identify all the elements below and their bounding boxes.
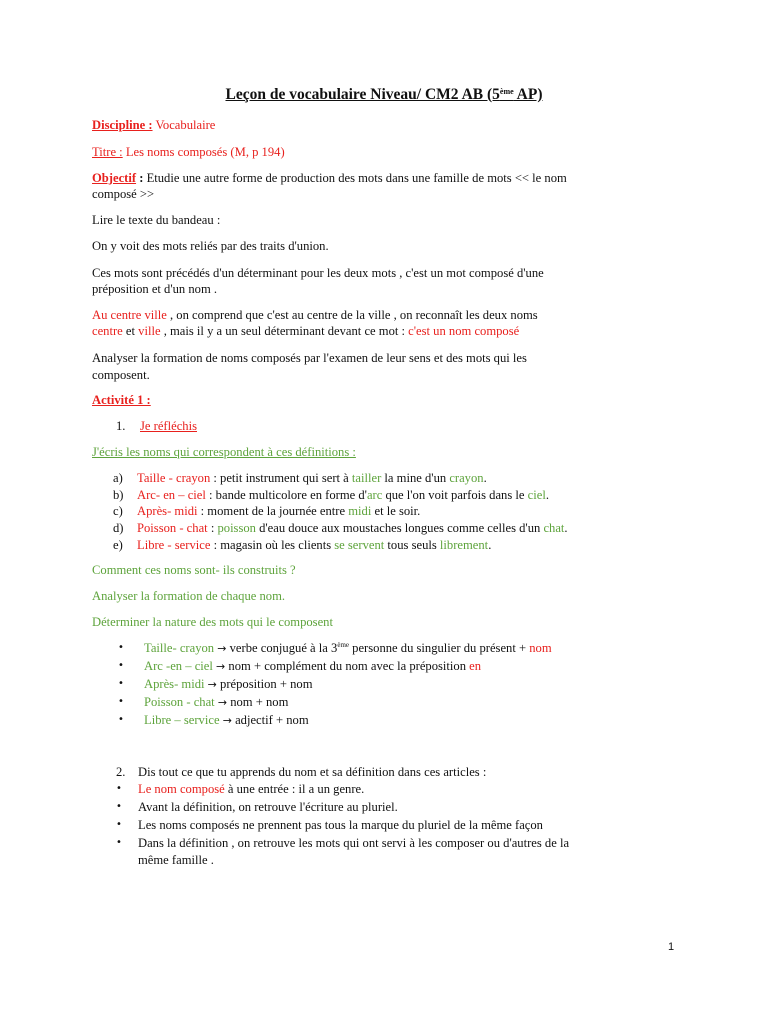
objectif-line-1: Objectif : Etudie une autre forme de production des mots dans une famille de mots << le nom (92, 171, 567, 185)
article-item: Avant la définition, on retrouve l'écriture au pluriel. (138, 800, 398, 814)
paragraph-on-y-voit: On y voit des mots reliés par des traits d'union. (92, 239, 329, 253)
ecris-instruction: J'écris les noms qui correspondent à ces définitions : (92, 445, 356, 459)
bullet-icon: • (116, 819, 122, 830)
article-item-continued: même famille . (138, 853, 214, 867)
titre-value: Les noms composés (M, p 194) (122, 145, 285, 159)
paragraph-analyser-2: composent. (92, 368, 150, 382)
definition-mark: e) (113, 538, 123, 552)
paragraph-analyser-1: Analyser la formation de noms composés par l'examen de leur sens et des mots qui les (92, 351, 527, 365)
paragraph-lire: Lire le texte du bandeau : (92, 213, 221, 227)
discipline-line (92, 117, 215, 133)
objectif-label: Objectif (92, 171, 137, 185)
step-1-label: Je réfléchis (140, 419, 197, 433)
bullet-icon: • (118, 678, 124, 689)
bullet-icon: • (118, 660, 124, 671)
arrow-icon: → (207, 678, 217, 691)
definition-item: Libre - service : magasin où les clients se servent tous seuls librement. (137, 538, 492, 552)
definition-mark: c) (113, 504, 123, 518)
analyser-formation: Analyser la formation de chaque nom. (92, 589, 286, 603)
nature-item: Après- midi → préposition + nom (144, 677, 313, 691)
determiner-nature: Déterminer la nature des mots qui le composent (92, 615, 333, 629)
titre-line (92, 144, 285, 160)
arrow-icon: → (217, 696, 228, 709)
definition-item: Taille - crayon : petit instrument qui sert à tailler la mine d'un crayon. (137, 471, 487, 485)
paragraph-centre-ville-1: Au centre ville , on comprend que c'est au centre de la ville , on reconnaît les deux noms (92, 308, 538, 322)
article-item: Les noms composés ne prennent pas tous la marque du pluriel de la même façon (138, 818, 543, 832)
definition-item: Après- midi : moment de la journée entre midi et le soir. (137, 504, 421, 518)
bullet-icon: • (116, 801, 122, 812)
comment-question: Comment ces noms sont- ils construits ? (92, 563, 296, 577)
step-1-number: 1. (116, 419, 126, 433)
nature-item: Taille- crayon → verbe conjugué à la 3ème personne du singulier du présent + nom (144, 641, 552, 655)
bullet-icon: • (118, 714, 124, 725)
arrow-icon: → (222, 714, 232, 727)
definition-mark: b) (113, 488, 124, 502)
article-item: Dans la définition , on retrouve les mots qui ont servi à les composer ou d'autres de la (138, 836, 570, 850)
objectif-line-2: composé >> (92, 187, 155, 201)
nature-item: Poisson - chat → nom + nom (144, 695, 289, 709)
step-2-number: 2. (116, 765, 126, 779)
nature-item: Libre – service → adjectif + nom (144, 713, 309, 727)
page-number: 1 (668, 941, 675, 953)
definition-mark: a) (113, 471, 123, 485)
arrow-icon: → (217, 642, 227, 655)
nature-item: Arc -en – ciel → nom + complément du nom avec la préposition en (144, 659, 482, 673)
step-2-text: Dis tout ce que tu apprends du nom et sa définition dans ces articles : (138, 765, 487, 779)
discipline-label: Discipline : (92, 118, 153, 132)
activite-heading: Activité 1 : (92, 393, 151, 407)
definition-item: Arc- en – ciel : bande multicolore en forme d'arc que l'on voit parfois dans le ciel. (137, 488, 549, 502)
bullet-icon: • (116, 783, 122, 794)
bullet-icon: • (118, 642, 124, 653)
bullet-icon: • (118, 696, 124, 707)
arrow-icon: → (216, 660, 226, 673)
titre-label: Titre : (92, 145, 123, 159)
bullet-icon: • (116, 837, 122, 848)
discipline-value: Vocabulaire (152, 118, 216, 132)
paragraph-ces-mots-1: Ces mots sont précédés d'un déterminant pour les deux mots , c'est un mot composé d'une (92, 266, 544, 280)
article-item: Le nom composé à une entrée : il a un genre. (138, 782, 365, 796)
paragraph-ces-mots-2: préposition et d'un nom . (92, 282, 218, 296)
definition-mark: d) (113, 521, 124, 535)
lesson-title: Leçon de vocabulaire Niveau/ CM2 AB (5ème AP) (225, 86, 543, 103)
definition-item: Poisson - chat : poisson d'eau douce aux moustaches longues comme celles d'un chat. (137, 521, 568, 535)
paragraph-centre-ville-2: centre et ville , mais il y a un seul déterminant devant ce mot : c'est un nom composé (92, 324, 520, 338)
